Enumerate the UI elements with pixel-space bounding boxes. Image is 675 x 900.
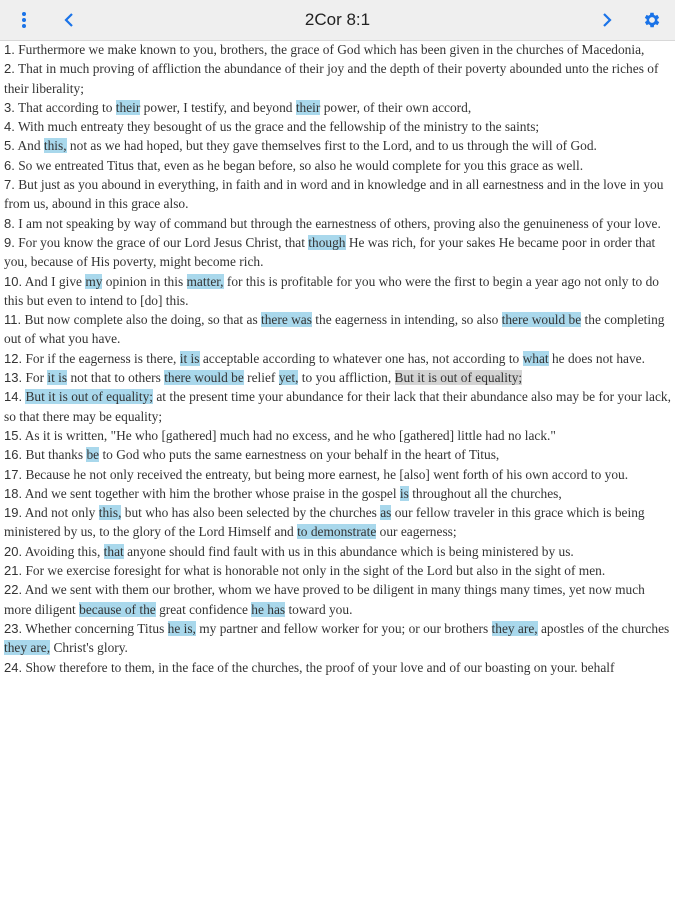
verse-text: acceptable according to whatever one has, not according to [199, 350, 523, 366]
verse-text: That according to [17, 99, 116, 115]
highlighted-word[interactable]: they are, [491, 620, 538, 636]
verse-number: 5. [4, 138, 15, 154]
top-toolbar [0, 0, 675, 41]
selected-phrase[interactable]: But it is out of equality; [394, 370, 523, 386]
verse-text: relief [243, 370, 279, 386]
verse-text: Whether concerning Titus [25, 620, 168, 636]
verse-text: the eagerness in intending, so also [311, 312, 502, 328]
previous-chapter-button[interactable] [49, 0, 89, 40]
verse-number: 23. [4, 620, 23, 636]
highlighted-word[interactable]: they are, [4, 640, 51, 656]
verse-number: 11. [4, 312, 22, 328]
verse-text: for this is profitable for you who were the first to begin a year ago not only to do this but even to intend to [do] this. [4, 273, 659, 308]
verse[interactable] [4, 658, 671, 677]
verse-text: Avoiding this, [24, 543, 104, 559]
verse-number: 20. [4, 543, 23, 559]
verse[interactable] [4, 272, 671, 311]
verse-number: 17. [4, 466, 23, 482]
verse[interactable] [4, 40, 671, 59]
verse-text: With much entreaty they besought of us the grace and the fellowship of the ministry to the saints; [17, 119, 540, 135]
verse[interactable] [4, 503, 671, 542]
verse-text: to God who puts the same earnestness on your behalf in the heart of Titus, [99, 447, 500, 463]
verse-text: Christ's glory. [50, 640, 128, 656]
highlighted-word[interactable]: their [295, 99, 321, 115]
verse-text: But thanks [25, 447, 87, 463]
chevron-right-icon [602, 12, 612, 28]
verse-text: For [25, 370, 48, 386]
verse[interactable] [4, 156, 671, 175]
verse-number: 24. [4, 659, 23, 675]
verse-text: but who has also been selected by the churches [121, 505, 381, 521]
verse-number: 12. [4, 350, 23, 366]
verse-text: For we exercise foresight for what is honorable not only in the sight of the Lord but also in the sight of men. [25, 563, 606, 579]
verse-text: For if the eagerness is there, [25, 350, 180, 366]
verse-text: great confidence [155, 601, 252, 617]
verse[interactable] [4, 175, 671, 214]
verse-text: toward you. [285, 601, 353, 617]
verse-number: 14. [4, 389, 23, 405]
verse[interactable] [4, 98, 671, 117]
verse-text: And [17, 138, 44, 154]
verse-number: 10. [4, 273, 23, 289]
verse[interactable] [4, 117, 671, 136]
verse-text: our eagerness; [376, 524, 457, 540]
verse-text: at the present time your abundance for their lack that their abundance also may be for your lack, so that there may be equality; [4, 389, 671, 424]
verse-text: not that to others [67, 370, 165, 386]
verse-text: I am not speaking by way of command but through the earnestness of others, proving also the genuineness of your love. [18, 215, 661, 231]
verse-text: opinion in this [102, 273, 187, 289]
verse-number: 13. [4, 370, 23, 386]
verse-text: He was rich, for your sakes He became poor in order that you, because of His poverty, might become rich. [4, 234, 656, 270]
verse[interactable] [4, 484, 671, 503]
verse-text: That in much proving of affliction the abundance of their joy and the depth of their poverty abounded unto the riches of their liberality; [4, 61, 659, 96]
verse-number: 8. [4, 215, 15, 231]
verse-text: anyone should find fault with us in this abundance which is being ministered by us. [123, 543, 574, 559]
verse[interactable] [4, 59, 671, 98]
highlighted-word[interactable]: this, [43, 138, 67, 154]
verse-number: 18. [4, 485, 23, 501]
verse-text: Show therefore to them, in the face of the churches, the proof of your love and of our boasting on your. behalf [25, 659, 615, 675]
highlighted-word[interactable]: it is [47, 370, 68, 386]
highlighted-word[interactable]: is [399, 485, 409, 501]
verse-text: Because he not only received the entreaty, but being more earnest, he [also] went forth of his own accord to you. [25, 466, 629, 482]
verse-text: he does not have. [548, 350, 645, 366]
verse[interactable] [4, 445, 671, 464]
verse-number: 15. [4, 427, 23, 443]
verse-text: throughout all the churches, [408, 485, 562, 501]
verse-number: 2. [4, 61, 15, 77]
verse-text: So we entreated Titus that, even as he began before, so also he would complete for you this grace as well. [18, 157, 584, 173]
highlighted-word[interactable]: as [380, 505, 392, 521]
highlighted-word[interactable]: there would be [501, 312, 582, 328]
verse[interactable] [4, 233, 671, 272]
highlighted-word[interactable]: it is [179, 350, 200, 366]
chevron-left-icon [64, 12, 74, 28]
highlighted-word[interactable]: be [86, 447, 100, 463]
highlighted-word[interactable]: what [522, 350, 549, 366]
verse-text: our fellow traveler in this grace which is being ministered by us, to the glory of the Lord Himself and [4, 505, 645, 540]
verse[interactable] [4, 349, 671, 368]
verse-number: 16. [4, 447, 23, 463]
verse-text: power, of their own accord, [320, 99, 472, 115]
verse-text: to you affliction, [298, 370, 395, 386]
highlighted-word[interactable]: because of the [79, 601, 156, 617]
verse-number: 6. [4, 157, 15, 173]
verse[interactable] [4, 136, 671, 155]
highlighted-word[interactable]: he is, [167, 620, 196, 636]
highlighted-word[interactable]: But it is out of equality; [25, 389, 154, 405]
verse-number: 1. [4, 42, 15, 57]
highlighted-word[interactable]: there was [261, 312, 312, 328]
verse-number: 21. [4, 563, 23, 579]
page-title: 2Cor 8:1 [304, 10, 371, 29]
highlighted-word[interactable]: to demonstrate [297, 524, 377, 540]
verse-number: 4. [4, 119, 15, 135]
verse-text: And we sent together with him the brother whose praise in the gospel [24, 485, 400, 501]
verse-text: As it is written, "He who [gathered] much had no excess, and he who [gathered] little had no lack." [24, 427, 556, 443]
verse[interactable] [4, 542, 671, 561]
verse[interactable] [4, 426, 671, 445]
verse[interactable] [4, 580, 671, 619]
verse-text: not as we had hoped, but they gave themselves first to the Lord, and to us through the will of God. [66, 138, 597, 154]
gear-icon [642, 10, 662, 30]
verse-number: 7. [4, 177, 15, 193]
settings-button[interactable] [632, 0, 672, 40]
highlighted-word[interactable]: this, [98, 505, 122, 521]
verse[interactable] [4, 387, 671, 426]
highlighted-word[interactable]: though [308, 234, 346, 250]
highlighted-word[interactable]: that [103, 543, 124, 559]
verse-text: apostles of the churches [537, 620, 670, 636]
verse[interactable] [4, 619, 671, 658]
verse-text: But just as you abound in everything, in faith and in word and in knowledge and in all earnestness and in the love in you from us, abound in this grace also. [4, 177, 664, 212]
highlighted-word[interactable]: my [85, 273, 103, 289]
vertical-dots-icon [21, 11, 27, 29]
verse-text: And not only [24, 505, 99, 521]
verse-number: 19. [4, 505, 23, 521]
verse-text: my partner and fellow worker for you; or our brothers [195, 620, 492, 636]
verse[interactable] [4, 465, 671, 484]
menu-button[interactable] [4, 0, 44, 40]
verse-text: And we sent with them our brother, whom we have proved to be diligent in many things many times, yet now much more diligent [4, 582, 645, 617]
highlighted-word[interactable]: he has [251, 601, 286, 617]
next-chapter-button[interactable] [587, 0, 627, 40]
verse[interactable] [4, 368, 671, 387]
chapter-text [4, 40, 671, 677]
highlighted-word[interactable]: their [115, 99, 141, 115]
verse-text: For you know the grace of our Lord Jesus Christ, that [18, 234, 309, 250]
verse-text: And I give [24, 273, 86, 289]
verse[interactable] [4, 310, 671, 349]
highlighted-word[interactable]: there would be [164, 370, 244, 386]
verse-text: But now complete also the doing, so that as [24, 312, 262, 328]
verse-number: 9. [4, 234, 15, 250]
highlighted-word[interactable]: yet, [278, 370, 299, 386]
verse-text: power, I testify, and beyond [140, 99, 296, 115]
highlighted-word[interactable]: matter, [186, 273, 224, 289]
verse-text: Furthermore we make known to you, brothers, the grace of God which has been given in the churches of Macedonia, [18, 42, 645, 57]
verse[interactable] [4, 214, 671, 233]
verse-text: the completing out of what you have. [4, 312, 665, 347]
verse-number: 22. [4, 582, 23, 598]
verse[interactable] [4, 561, 671, 580]
verse-number: 3. [4, 99, 15, 115]
